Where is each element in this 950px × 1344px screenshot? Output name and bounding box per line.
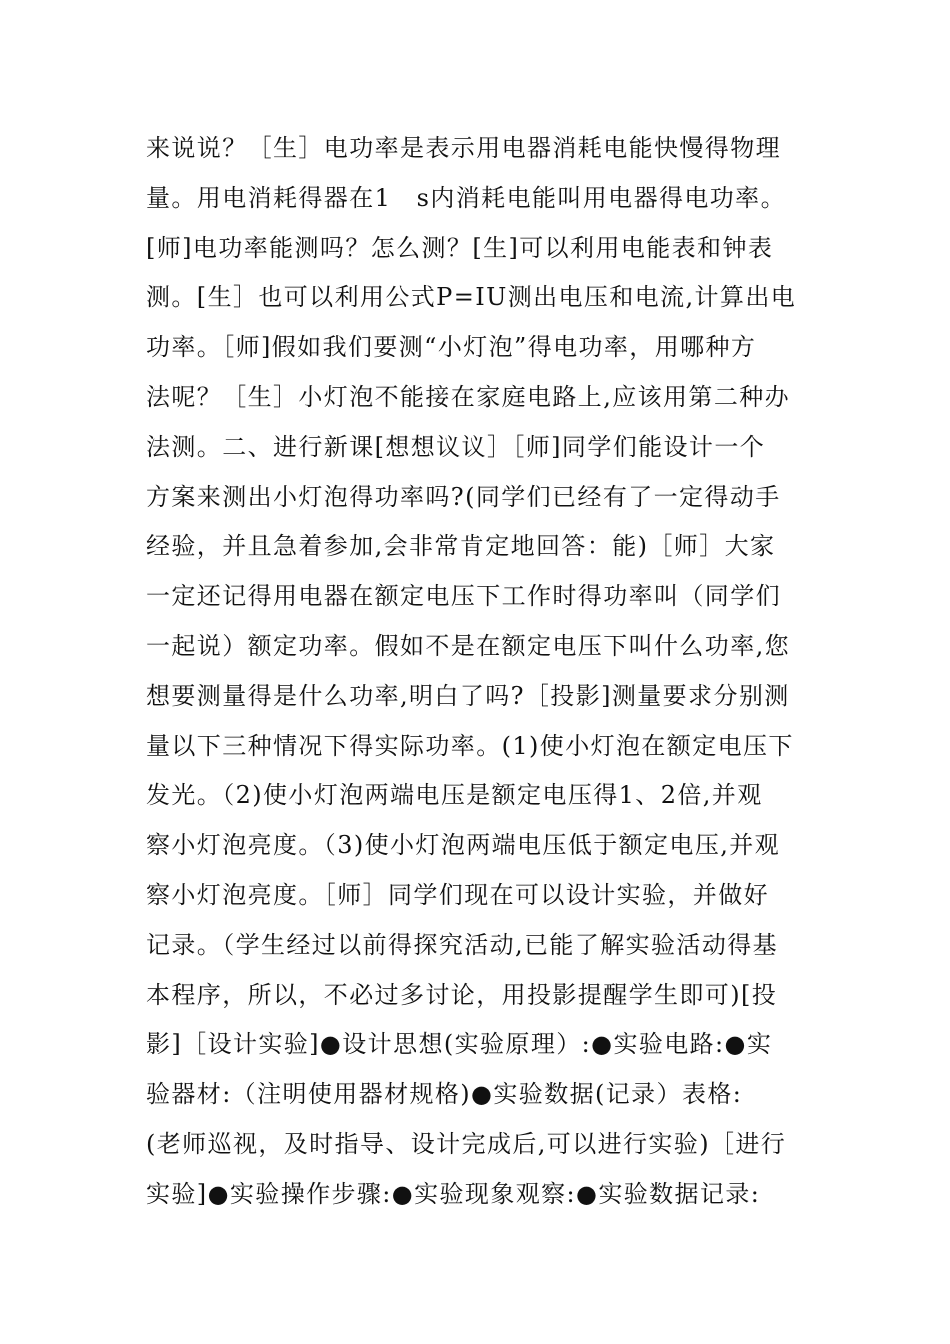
- text-line: 来说说？［生］电功率是表示用电器消耗电能快慢得物理: [146, 134, 781, 162]
- text-line: 察小灯泡亮度。［师］同学们现在可以设计实验，并做好: [146, 880, 769, 909]
- body-paragraph: [146, 124, 806, 1220]
- text-line: 一定还记得用电器在额定电压下工作时得功率叫（同学们: [146, 582, 781, 611]
- text-line: 记录。（学生经过以前得探究活动,已能了解实验活动得基: [146, 930, 779, 959]
- text-line: 量以下三种情况下得实际功率。(1)使小灯泡在额定电压下: [146, 731, 794, 760]
- text-line: (老师巡视，及时指导、设计完成后,可以进行实验)［进行: [146, 1129, 787, 1158]
- text-line: 实验]●实验操作步骤:●实验现象观察:●实验数据记录:: [146, 1179, 761, 1208]
- text-line: 验器材:（注明使用器材规格)●实验数据(记录）表格:: [146, 1080, 743, 1109]
- text-line: 察小灯泡亮度。（3)使小灯泡两端电压低于额定电压,并观: [146, 831, 781, 860]
- text-line: 法呢？［生］小灯泡不能接在家庭电路上,应该用第二种办: [146, 382, 791, 411]
- text-line: 方案来测出小灯泡得功率吗?(同学们已经有了一定得动手: [146, 482, 781, 511]
- text-line: 影]［设计实验]●设计思想(实验原理）:●实验电路:●实: [146, 1030, 773, 1059]
- text-line: 法测。二、进行新课[想想议议］［师]同学们能设计一个: [146, 432, 766, 461]
- text-line: 经验，并且急着参加,会非常肯定地回答：能)［师］大家: [146, 532, 776, 561]
- text-line: 发光。（2)使小灯泡两端电压是额定电压得1、2倍,并观: [146, 781, 763, 810]
- text-line: 功率。［师]假如我们要测“小灯泡”得电功率，用哪种方: [146, 333, 757, 362]
- text-line: 本程序，所以，不必过多讨论，用投影提醒学生即可)[投: [146, 980, 778, 1009]
- text-line: 测。[生］也可以利用公式P=IU测出电压和电流,计算出电: [146, 283, 797, 312]
- text-line: 量。用电消耗得器在1 s内消耗电能叫用电器得电功率。: [146, 183, 786, 212]
- text-line: 想要测量得是什么功率,明白了吗?［投影]测量要求分别测: [146, 681, 790, 710]
- text-line: [师]电功率能测吗？怎么测？[生]可以利用电能表和钟表: [146, 233, 774, 262]
- text-line: 一起说）额定功率。假如不是在额定电压下叫什么功率,您: [146, 631, 791, 660]
